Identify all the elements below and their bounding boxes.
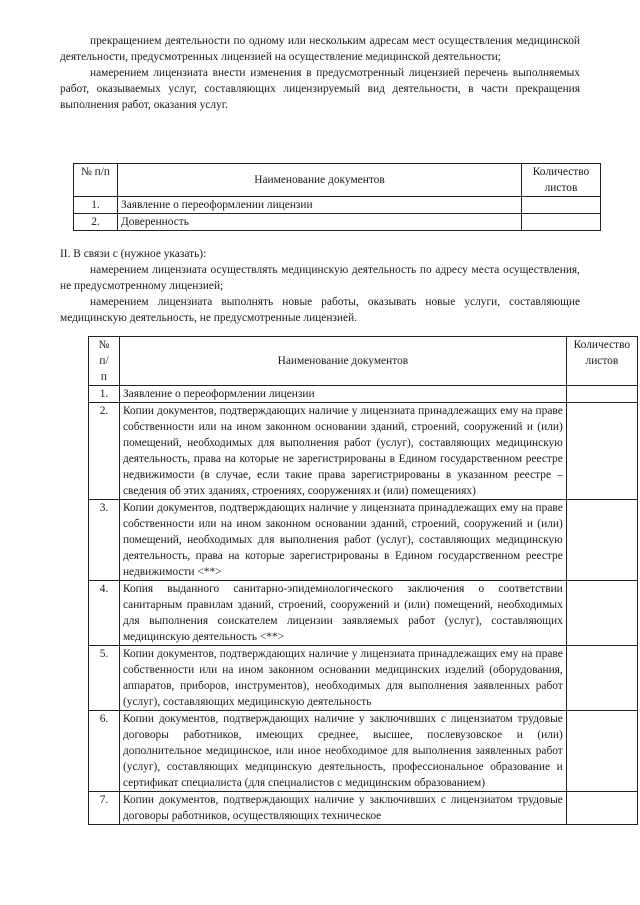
table-row bbox=[89, 386, 638, 403]
row-document-name: Копии документов, подтверждающих наличие у лицензиата принадлежащих ему на праве собственности или на ином законном основании медицинских изделий (оборудования, аппаратов, приборов, инструментов), необходимых для выполнения заявленных работ (услуг), составляющих медицинскую деятельность bbox=[119, 646, 566, 711]
row-page-count bbox=[566, 646, 637, 711]
row-document-name: Копия выданного санитарно-эпидемиологического заключения о соответствии санитарным правилам зданий, строений, сооружений и (или) помещений, необходимых для выполнения соискателем лицензии заявляемых работ (услуг), составляющих медицинскую деятельность <**> bbox=[119, 581, 566, 646]
table-2-header-num bbox=[89, 337, 120, 386]
row-page-count bbox=[522, 197, 601, 214]
section-2-paragraph-2: намерением лицензиата выполнять новые работы, оказывать новые услуги, составляющие медицинскую деятельность, не предусмотренные лицензией. bbox=[60, 296, 580, 324]
row-number: 1. bbox=[74, 197, 118, 214]
row-page-count bbox=[566, 792, 637, 825]
row-document-name: Копии документов, подтверждающих наличие у заключивших с лицензиатом трудовые договоры работников, имеющих среднее, высшее, послевузовское и (или) дополнительное медицинское, или иное необходимое для выполнения заявленных работ (услуг), составляющих медицинскую деятельность, профессиональное образование и сертификат специалиста (для специалистов с медицинским образованием) bbox=[119, 711, 566, 792]
table-row bbox=[74, 197, 601, 214]
table-1-header-num: № п/п bbox=[74, 164, 118, 197]
intro-paragraph-2: намерением лицензиата внести изменения в предусмотренный лицензией перечень выполняемых работ, оказываемых услуг, составляющих лицензируемый вид деятельности, в части прекращения выполнения работ, оказания услуг. bbox=[60, 67, 580, 111]
header-num-line-2: п/ bbox=[99, 355, 109, 367]
table-2-header-qty: Количество листов bbox=[566, 337, 637, 386]
row-number: 3. bbox=[89, 500, 120, 581]
table-row bbox=[89, 711, 638, 792]
header-num-line-3: п bbox=[100, 371, 108, 383]
table-2-header-row bbox=[89, 337, 638, 386]
table-row bbox=[89, 500, 638, 581]
row-document-name: Копии документов, подтверждающих наличие у лицензиата принадлежащих ему на праве собственности или на ином законном основании зданий, строений, сооружений и (или) помещений, необходимых для выполнения работ (услуг), составляющих медицинскую деятельность, права на которые зарегистрированы в Едином государственном реестре недвижимости <**> bbox=[119, 500, 566, 581]
row-page-count bbox=[566, 403, 637, 500]
row-document-name: Копии документов, подтверждающих наличие у заключивших с лицензиатом трудовые договоры работников, осуществляющих техническое bbox=[119, 792, 566, 825]
row-page-count bbox=[566, 500, 637, 581]
table-row bbox=[89, 792, 638, 825]
table-row bbox=[89, 403, 638, 500]
row-document-name: Заявление о переоформлении лицензии bbox=[118, 197, 522, 214]
table-1-header-row bbox=[74, 164, 601, 197]
documents-table-2 bbox=[88, 336, 638, 825]
row-page-count bbox=[566, 711, 637, 792]
row-document-name: Заявление о переоформлении лицензии bbox=[119, 386, 566, 403]
row-number: 4. bbox=[89, 581, 120, 646]
row-number: 5. bbox=[89, 646, 120, 711]
row-number: 2. bbox=[89, 403, 120, 500]
table-row bbox=[89, 646, 638, 711]
row-number: 7. bbox=[89, 792, 120, 825]
section-2-title: II. В связи с (нужное указать): bbox=[60, 248, 207, 260]
table-row bbox=[74, 214, 601, 231]
row-page-count bbox=[566, 386, 637, 403]
row-number: 2. bbox=[74, 214, 118, 231]
header-num-line-1: № bbox=[98, 339, 110, 351]
table-1-header-name: Наименование документов bbox=[118, 164, 522, 197]
table-row bbox=[89, 581, 638, 646]
row-number: 6. bbox=[89, 711, 120, 792]
table-1-header-qty: Количество листов bbox=[522, 164, 601, 197]
intro-section bbox=[60, 33, 580, 113]
row-page-count bbox=[566, 581, 637, 646]
section-2 bbox=[60, 246, 580, 326]
row-number: 1. bbox=[89, 386, 120, 403]
row-document-name: Доверенность bbox=[118, 214, 522, 231]
table-2-header-name: Наименование документов bbox=[119, 337, 566, 386]
row-document-name: Копии документов, подтверждающих наличие у лицензиата принадлежащих ему на праве собственности или на ином законном основании зданий, строений, сооружений и (или) помещений, необходимых для выполнения работ (услуг), составляющих медицинскую деятельность, права на которые не зарегистрированы в Едином государственном реестре недвижимости (в случае, если такие права зарегистрированы в указанном реестре – сведения об этих зданиях, строениях, сооружениях и (или) помещениях) bbox=[119, 403, 566, 500]
row-page-count bbox=[522, 214, 601, 231]
intro-paragraph-1: прекращением деятельности по одному или нескольким адресам мест осуществления медицинской деятельности, предусмотренных лицензией на осуществление медицинской деятельности; bbox=[60, 35, 580, 63]
documents-table-1 bbox=[73, 163, 601, 231]
section-2-paragraph-1: намерением лицензиата осуществлять медицинскую деятельность по адресу места осуществления, не предусмотренному лицензией; bbox=[60, 264, 580, 292]
